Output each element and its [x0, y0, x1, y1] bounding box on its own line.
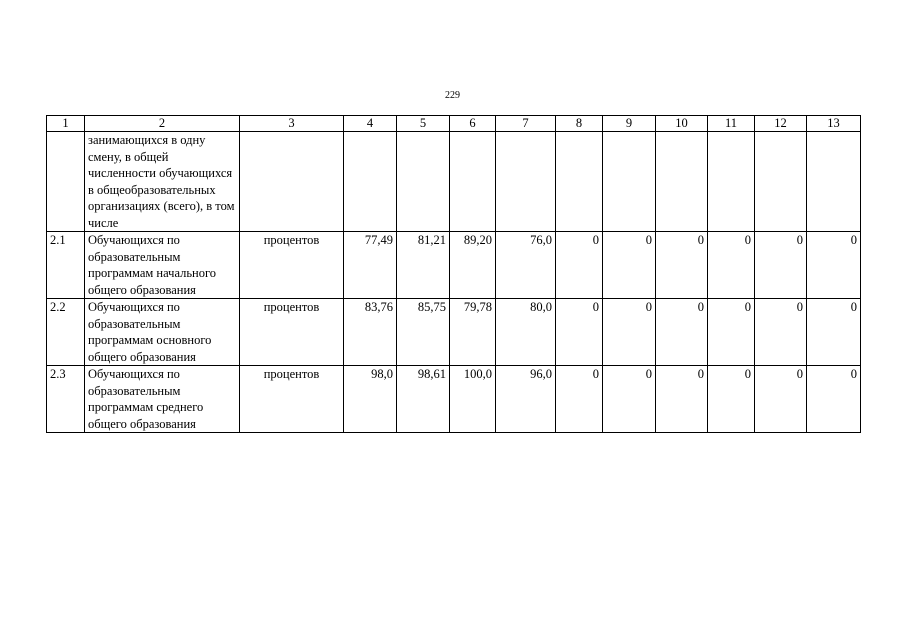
value-cell — [496, 132, 556, 232]
unit-cell: процентов — [240, 366, 344, 433]
row-number: 2.2 — [47, 299, 85, 366]
value-cell — [656, 132, 708, 232]
column-header: 3 — [240, 116, 344, 132]
row-number: 2.3 — [47, 366, 85, 433]
unit-cell: процентов — [240, 299, 344, 366]
value-cell: 98,61 — [397, 366, 450, 433]
value-cell — [603, 132, 656, 232]
column-header: 13 — [807, 116, 861, 132]
unit-cell — [240, 132, 344, 232]
value-cell: 77,49 — [344, 232, 397, 299]
column-header: 8 — [556, 116, 603, 132]
value-cell: 0 — [807, 366, 861, 433]
value-cell: 0 — [556, 232, 603, 299]
column-header: 1 — [47, 116, 85, 132]
value-cell: 0 — [556, 366, 603, 433]
value-cell: 76,0 — [496, 232, 556, 299]
value-cell: 0 — [755, 232, 807, 299]
header-row — [47, 116, 861, 132]
indicator-name: Обучающихся по образовательным программам среднего общего образования — [85, 366, 240, 433]
row-number — [47, 132, 85, 232]
table-row — [47, 299, 861, 366]
value-cell: 0 — [807, 299, 861, 366]
value-cell: 80,0 — [496, 299, 556, 366]
value-cell: 0 — [603, 299, 656, 366]
value-cell — [708, 132, 755, 232]
value-cell — [344, 132, 397, 232]
value-cell: 0 — [708, 232, 755, 299]
value-cell: 0 — [755, 299, 807, 366]
column-header: 10 — [656, 116, 708, 132]
column-header: 6 — [450, 116, 496, 132]
column-header: 7 — [496, 116, 556, 132]
column-header: 4 — [344, 116, 397, 132]
value-cell: 0 — [603, 366, 656, 433]
value-cell: 89,20 — [450, 232, 496, 299]
value-cell: 0 — [603, 232, 656, 299]
page-number: 229 — [445, 90, 460, 101]
column-header: 12 — [755, 116, 807, 132]
column-header: 2 — [85, 116, 240, 132]
value-cell: 0 — [656, 299, 708, 366]
value-cell: 96,0 — [496, 366, 556, 433]
value-cell: 100,0 — [450, 366, 496, 433]
value-cell: 0 — [708, 299, 755, 366]
indicator-name: Обучающихся по образовательным программам начального общего образования — [85, 232, 240, 299]
table-row — [47, 366, 861, 433]
value-cell — [807, 132, 861, 232]
table-row — [47, 232, 861, 299]
value-cell — [397, 132, 450, 232]
column-header: 9 — [603, 116, 656, 132]
column-header: 5 — [397, 116, 450, 132]
value-cell: 0 — [708, 366, 755, 433]
value-cell: 0 — [556, 299, 603, 366]
value-cell: 0 — [755, 366, 807, 433]
value-cell: 79,78 — [450, 299, 496, 366]
value-cell: 0 — [656, 366, 708, 433]
unit-cell: процентов — [240, 232, 344, 299]
value-cell — [556, 132, 603, 232]
value-cell: 0 — [807, 232, 861, 299]
data-table — [46, 115, 861, 433]
value-cell: 85,75 — [397, 299, 450, 366]
value-cell: 83,76 — [344, 299, 397, 366]
value-cell: 98,0 — [344, 366, 397, 433]
value-cell: 81,21 — [397, 232, 450, 299]
table-row — [47, 132, 861, 232]
indicator-name: Обучающихся по образовательным программам основного общего образования — [85, 299, 240, 366]
column-header: 11 — [708, 116, 755, 132]
indicator-name: занимающихся в одну смену, в общей численности обучающихся в общеобразовательных организациях (всего), в том числе — [85, 132, 240, 232]
row-number: 2.1 — [47, 232, 85, 299]
value-cell — [450, 132, 496, 232]
value-cell — [755, 132, 807, 232]
value-cell: 0 — [656, 232, 708, 299]
